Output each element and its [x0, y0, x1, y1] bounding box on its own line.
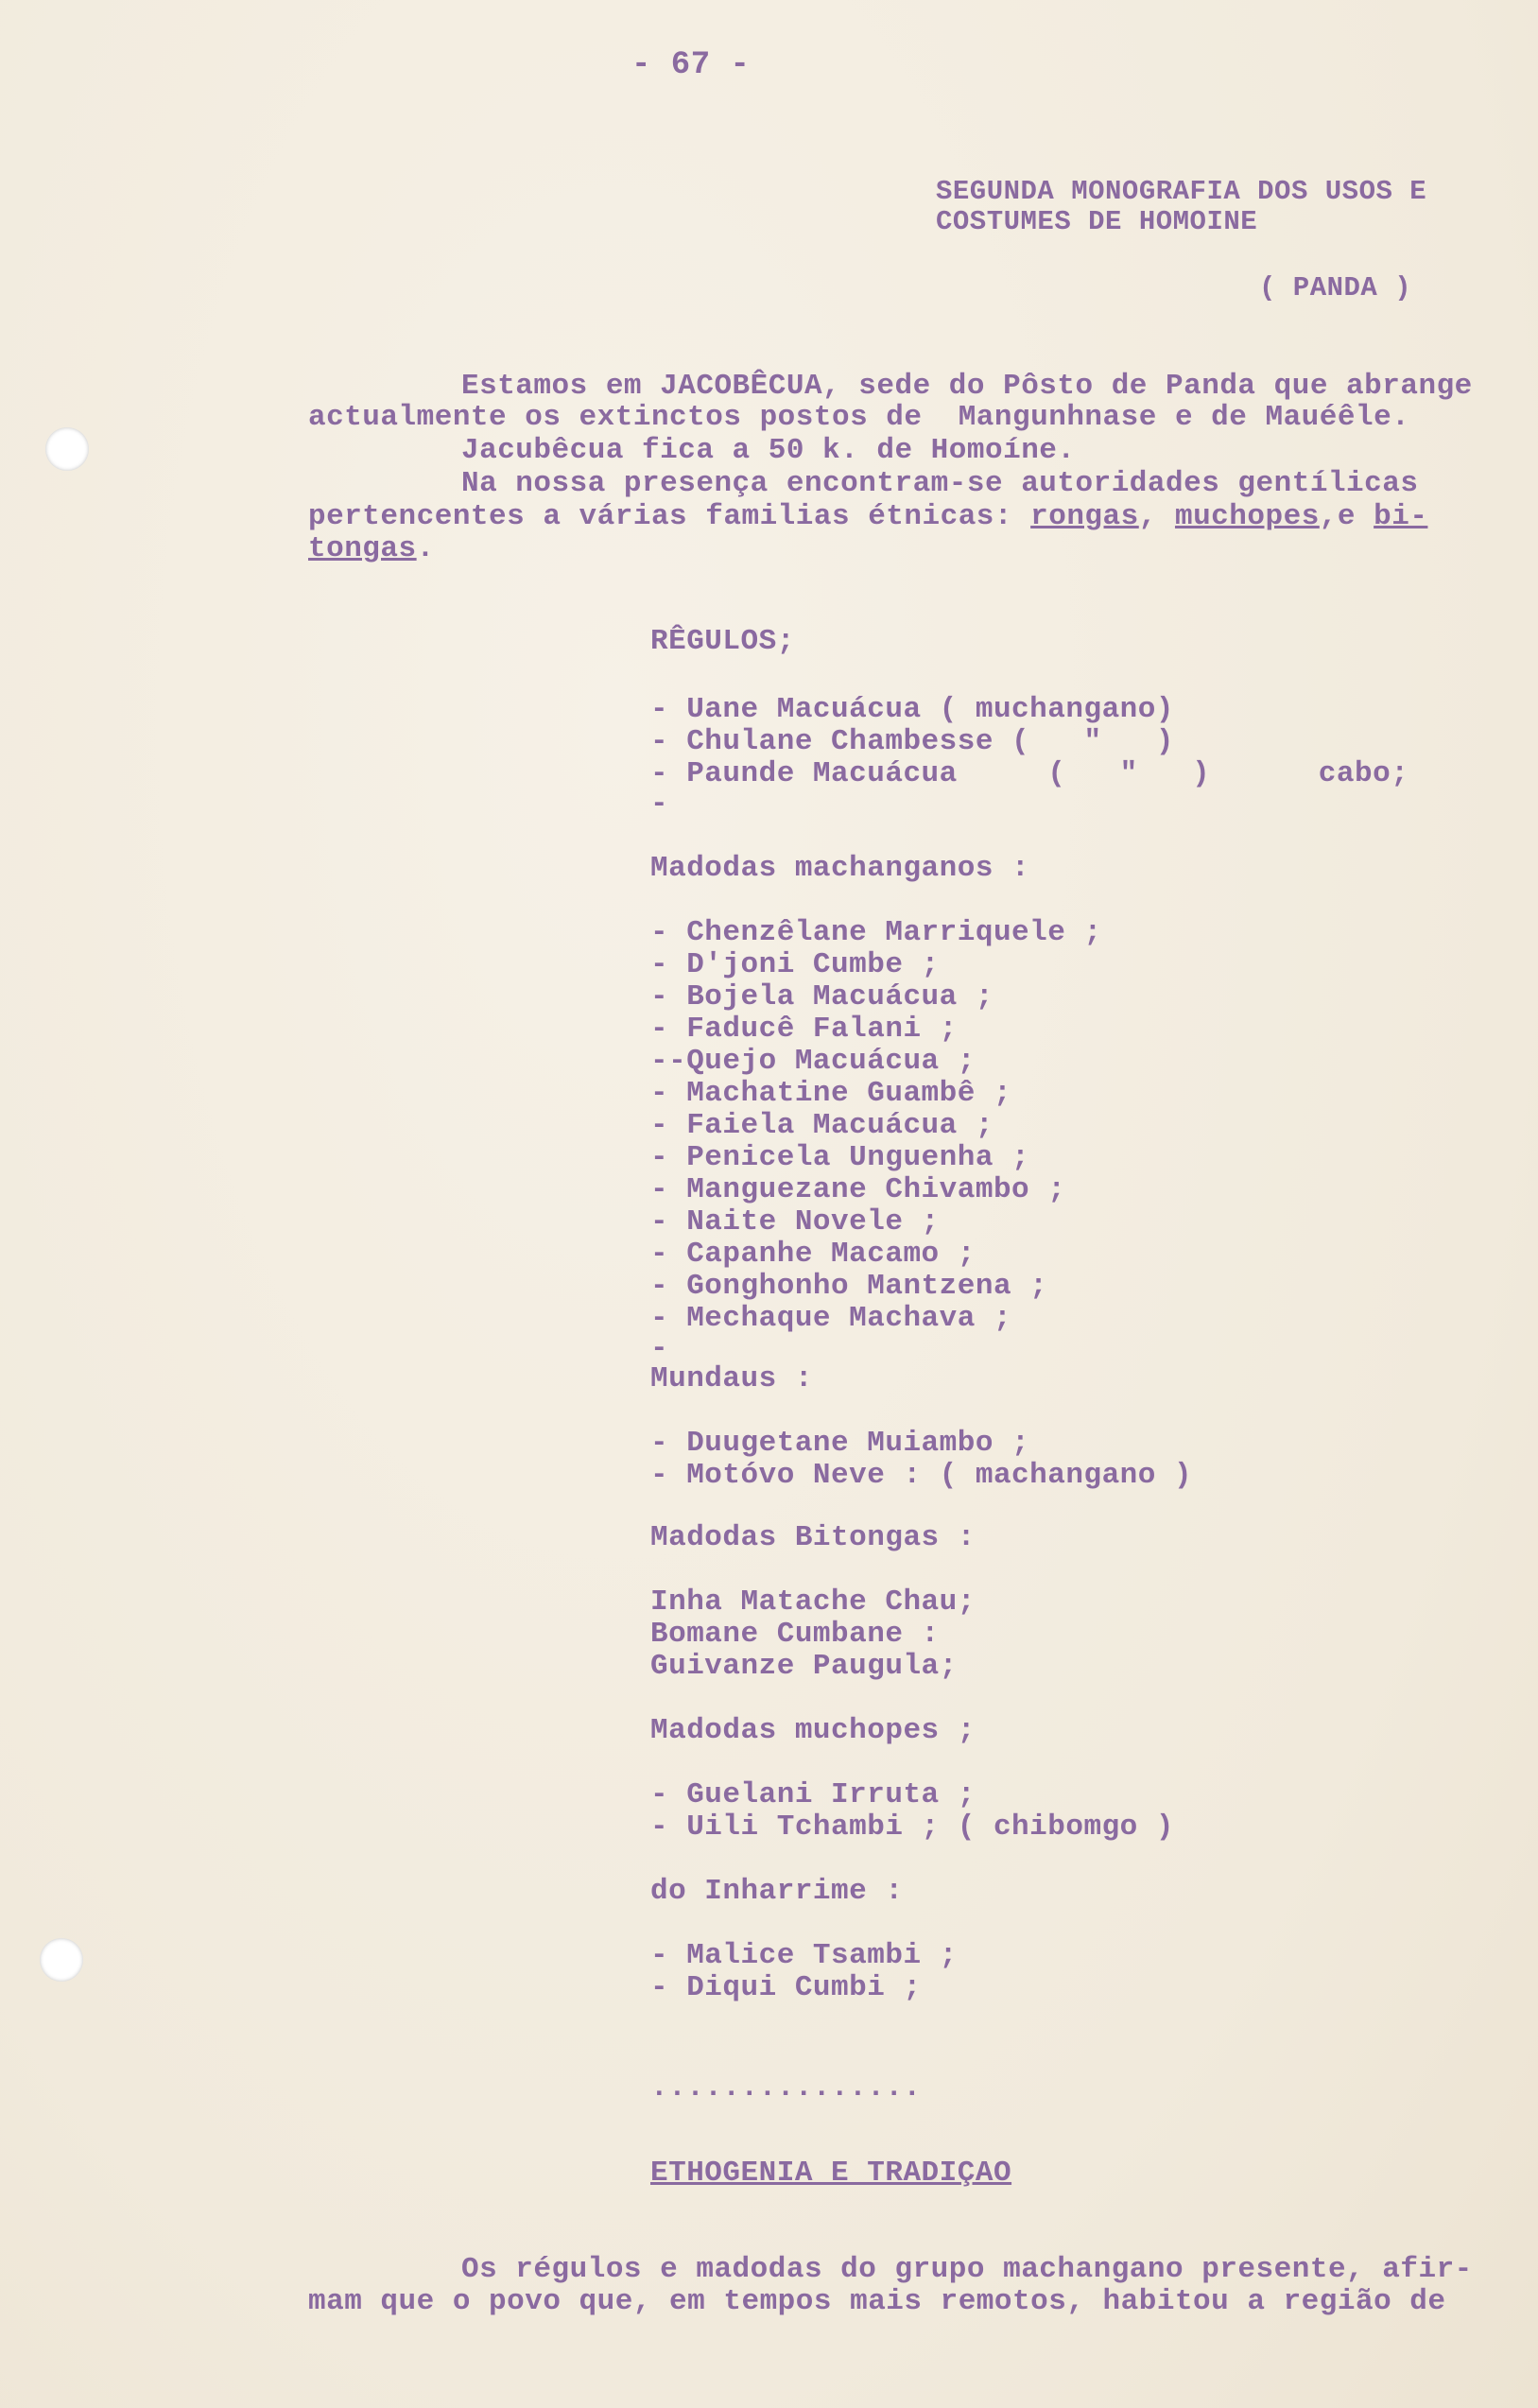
intro-line-2: actualmente os extinctos postos de Mangunhnase e de Mauéêle.: [308, 401, 1410, 434]
intro-line-5: [308, 501, 1427, 533]
punch-hole-bottom: [40, 1938, 83, 1982]
closing-line-2: mam que o povo que, em tempos mais remotos, habitou a região de: [308, 2285, 1446, 2318]
madoda-item: - Penicela Unguenha ;: [650, 1141, 1030, 1174]
madoda-item: - Chenzêlane Marriquele ;: [650, 916, 1102, 949]
madoda-item: - Naite Novele ;: [650, 1205, 940, 1239]
regulos-heading: RÊGULOS;: [650, 625, 795, 658]
intro-comma: ,: [1138, 500, 1175, 533]
dot-separator: ...............: [650, 2071, 922, 2105]
mundau-item: - Duugetane Muiambo ;: [650, 1427, 1030, 1460]
mundaus-heading: Mundaus :: [650, 1362, 813, 1395]
intro-period: .: [416, 532, 435, 565]
underlined-rongas: rongas: [1030, 500, 1139, 533]
intro-line-4: Na nossa presença encontram-se autoridades gentílicas: [461, 467, 1419, 500]
title-line-1: SEGUNDA MONOGRAFIA DOS USOS E: [936, 176, 1427, 207]
madoda-item: - D'joni Cumbe ;: [650, 948, 940, 981]
section-heading: ETHOGENIA E TRADIÇAO: [650, 2157, 1012, 2190]
regulo-item: -: [650, 788, 669, 821]
inharrime-heading: do Inharrime :: [650, 1875, 904, 1908]
regulo-item: - Uane Macuácua ( muchangano): [650, 693, 1174, 726]
muchope-item: - Guelani Irruta ;: [650, 1778, 976, 1811]
muchope-item: - Uili Tchambi ; ( chibomgo ): [650, 1810, 1174, 1844]
intro-line-6: [308, 533, 435, 565]
madoda-item: - Manguezane Chivambo ;: [650, 1173, 1066, 1206]
intro-text: pertencentes a várias familias étnicas:: [308, 500, 1031, 533]
inharrime-item: - Diqui Cumbi ;: [650, 1971, 922, 2004]
underlined-muchopes: muchopes: [1174, 500, 1320, 533]
intro-conj: ,e: [1319, 500, 1374, 533]
madoda-item: - Machatine Guambê ;: [650, 1077, 1012, 1110]
bitonga-item: Bomane Cumbane :: [650, 1618, 940, 1651]
regulo-item: - Paunde Macuácua ( " ) cabo;: [650, 757, 1409, 790]
madodas-muchopes-heading: Madodas muchopes ;: [650, 1714, 976, 1747]
page-number: - 67 -: [631, 47, 751, 83]
madodas-bitongas-heading: Madodas Bitongas :: [650, 1521, 976, 1554]
madoda-item: - Faiela Macuácua ;: [650, 1109, 994, 1142]
bitonga-item: Guivanze Paugula;: [650, 1650, 958, 1683]
underlined-bi: bi-: [1374, 500, 1428, 533]
madoda-item: - Bojela Macuácua ;: [650, 980, 994, 1013]
inharrime-item: - Malice Tsambi ;: [650, 1939, 958, 1972]
madoda-item: - Faducê Falani ;: [650, 1013, 958, 1046]
madoda-item: - Mechaque Machava ;: [650, 1302, 1012, 1335]
madodas-machanganos-heading: Madodas machanganos :: [650, 852, 1030, 885]
intro-line-3: Jacubêcua fica a 50 k. de Homoíne.: [461, 434, 1076, 467]
punch-hole-top: [45, 427, 89, 471]
underlined-tongas: tongas: [308, 532, 417, 565]
mundau-item: - Motóvo Neve : ( machangano ): [650, 1459, 1193, 1492]
subtitle: ( PANDA ): [1259, 272, 1412, 303]
madoda-item: --Quejo Macuácua ;: [650, 1045, 976, 1078]
bitonga-item: Inha Matache Chau;: [650, 1585, 976, 1619]
madoda-item: - Gonghonho Mantzena ;: [650, 1270, 1048, 1303]
closing-line-1: Os régulos e madodas do grupo machangano presente, afir-: [461, 2253, 1473, 2286]
title-line-2: COSTUMES DE HOMOINE: [936, 206, 1258, 237]
madoda-item: -: [650, 1332, 669, 1365]
madoda-item: - Capanhe Macamo ;: [650, 1238, 976, 1271]
intro-line-1: Estamos em JACOBÊCUA, sede do Pôsto de Panda que abrange: [461, 370, 1473, 403]
regulo-item: - Chulane Chambesse ( " ): [650, 725, 1174, 758]
